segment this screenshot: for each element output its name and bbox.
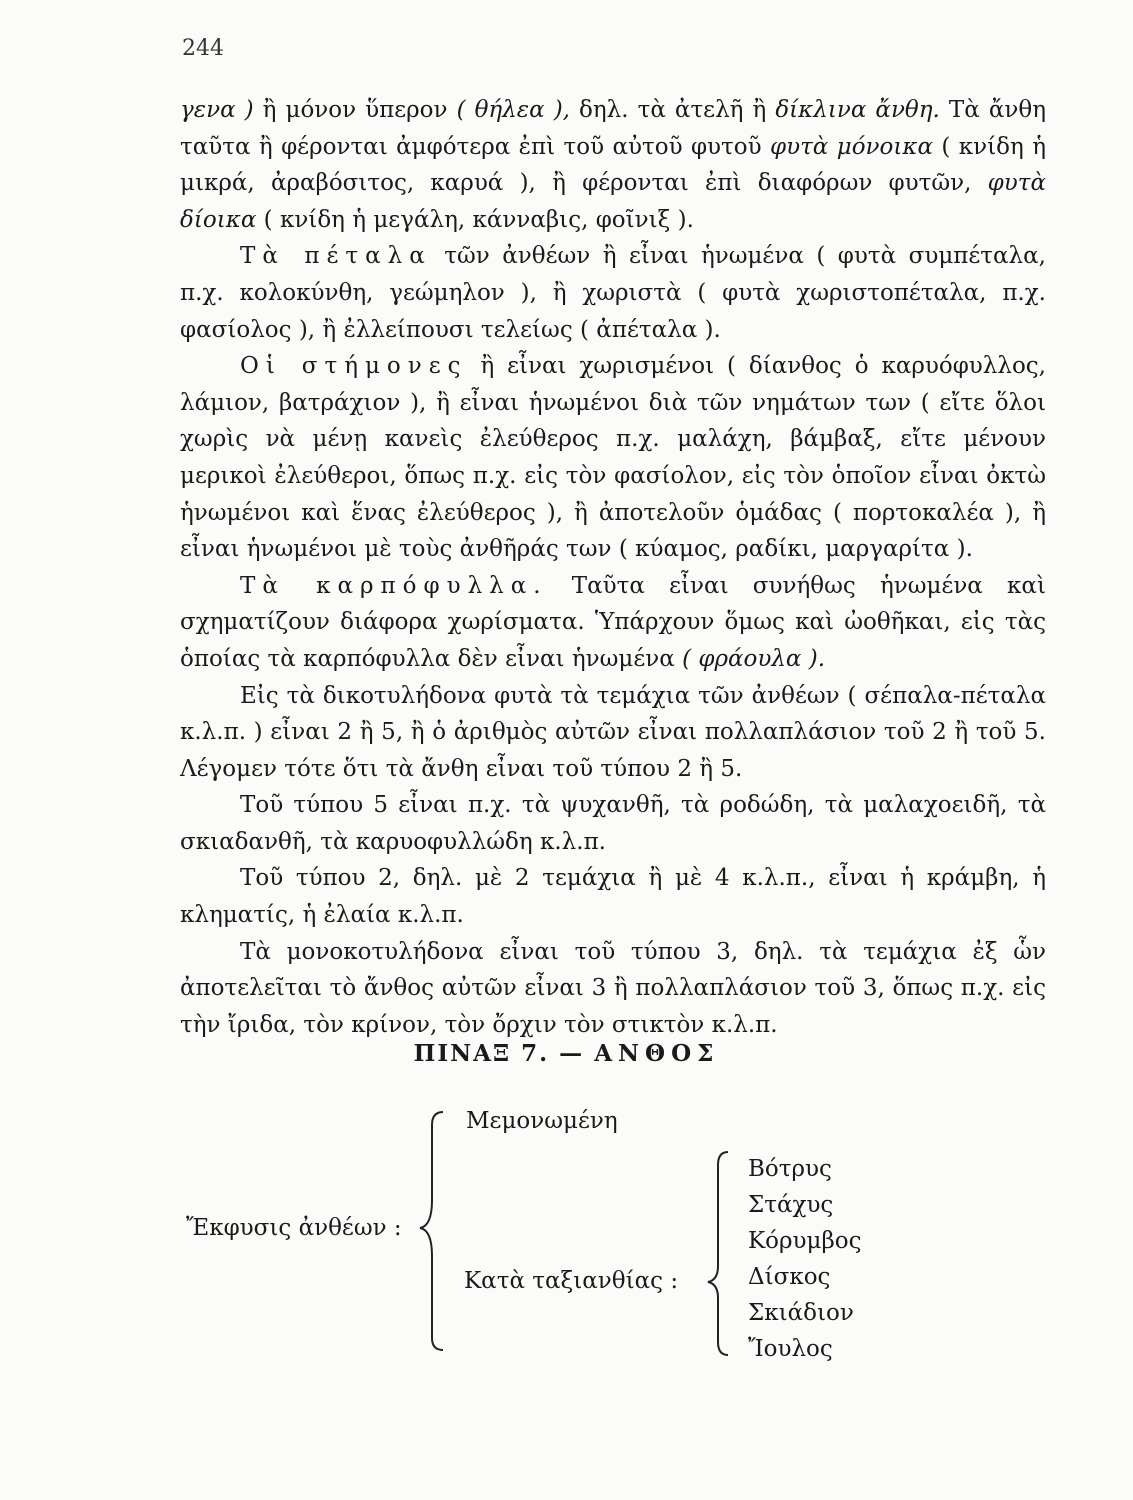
root-label: Ἔκφυσις ἀνθέων : [186, 1215, 402, 1241]
text-segment: ἢ μόνον ὕπερον [262, 97, 457, 123]
inflorescence-item: Σκιάδιον [748, 1300, 854, 1326]
table-title-prefix: ΠΙΝΑΞ 7. — [413, 1040, 585, 1067]
inflorescence-item: Δίσκος [748, 1264, 831, 1290]
text-segment: Τοῦ τύπου 2, δηλ. μὲ 2 τεμάχια ἢ μὲ 4 κ.λ.π., εἶναι ἡ κράμβη, ἡ κληματίς, ἡ ἐλαία κ.λ.π. [180, 865, 1046, 929]
text-segment: Τοῦ τύπου 5 εἶναι π.χ. τὰ ψυχανθῆ, τὰ ροδώδη, τὰ μαλαχοειδῆ, τὰ σκιαδανθῆ, τὰ καρυοφυλλώδη κ.λ.π. [180, 792, 1046, 855]
text-segment: τῶν ἀνθέων ἢ εἶναι ἡνωμένα ( φυτὰ συμπέταλα, π.χ. κολοκύνθη, γεώμηλον ), ἢ χωριστὰ ( φυτὰ χωριστοπέταλα, π.χ. φασίολος ), ἢ ἐλλείπουσι τελείως ( ἀπέταλα ). [180, 243, 1046, 343]
text-segment: ( κνίδη ἡ μικρά, ἀραβόσιτος, καρυά ), ἢ φέρονται ἐπὶ διαφόρων φυτῶν, [180, 133, 1046, 197]
paragraph [180, 568, 1046, 678]
paragraph [180, 92, 1046, 238]
italic-segment: ( φράουλα ). [682, 645, 826, 672]
text-segment: ( κνίδη ἡ μεγάλη, κάνναβις, φοῖνιξ ). [256, 206, 694, 233]
brace-main [420, 1112, 443, 1350]
text-segment: Εἰς τὰ δικοτυλήδονα φυτὰ τὰ τεμάχια τῶν ἀνθέων ( σέπαλα-πέταλα κ.λ.π. ) εἶναι 2 ἢ 5, ἢ ὁ ἀριθμὸς αὐτῶν εἶναι πολλαπλάσιον τοῦ 2 ἢ τοῦ 5. Λέγομεν τότε ὅτι τὰ ἄνθη εἶναι τοῦ τύπου 2 ἢ 5. [180, 682, 1046, 782]
paragraph [180, 860, 1046, 933]
italic-segment: δίκλινα ἄνθη. [775, 97, 940, 123]
inflorescence-item: Βότρυς [748, 1156, 832, 1182]
paragraph [180, 934, 1046, 1044]
spaced-term: Τὰ καρπόφυλλα. [240, 572, 548, 599]
brace-inflorescences [708, 1152, 728, 1355]
spaced-term: Τὰ πέταλα [240, 243, 432, 270]
branch-isolated: Μεμονωμένη [466, 1108, 618, 1134]
text-segment: Τὰ μονοκοτυλήδονα εἶναι τοῦ τύπου 3, δηλ. τὰ τεμάχια ἐξ ὧν ἀποτελεῖται τὸ ἄνθος αὐτῶν εἶναι 3 ἢ πολλαπλάσιον τοῦ 3, ὅπως π.χ. εἰς τὴν ἴριδα, τὸν κρίνον, τὸν ὄρχιν τὸν στικτὸν κ.λ.π. [180, 938, 1046, 1038]
inflorescence-item: Στάχυς [748, 1192, 834, 1218]
branch-inflorescence: Κατὰ ταξιανθίας : [464, 1268, 679, 1294]
text-segment: Ταῦτα εἶναι συνήθως ἡνωμένα καὶ σχηματίζουν διάφορα χωρίσματα. Ὑπάρχουν ὅμως καὶ ὠοθῆκαι, εἰς τὰς ὁποίας τὰ καρπόφυλλα δὲν εἶναι ἡνωμένα [180, 572, 1046, 672]
page-number: 244 [182, 36, 224, 61]
table-title-main: ΑΝΘΟΣ [594, 1040, 720, 1067]
paragraph [180, 348, 1046, 568]
inflorescence-item: Ἴουλος [748, 1336, 833, 1362]
paragraph [180, 787, 1046, 860]
italic-segment: ( θήλεα ), [456, 97, 570, 123]
italic-segment: γενα ) [180, 97, 263, 123]
spaced-term: Οἱ στήμονες [240, 353, 468, 380]
body-text [180, 92, 1046, 1043]
inflorescence-item: Κόρυμβος [748, 1228, 862, 1254]
table-title [0, 1040, 1133, 1067]
text-segment: ἢ εἶναι χωρισμένοι ( δίανθος ὁ καρυόφυλλος, λάμιον, βατράχιον ), ἢ εἶναι ἡνωμένοι διὰ τῶν νημάτων των ( εἴτε ὅλοι χωρὶς νὰ μένῃ κανεὶς ἐλεύθερος π.χ. μαλάχη, βάμβαξ, εἴτε μένουν μερικοὶ ἐλεύθεροι, ὅπως π.χ. εἰς τὸν φασίολον, εἰς τὸν ὁποῖον εἶναι ὀκτὼ ἡνωμένοι καὶ ἕνας ἐλεύθερος ), ἢ ἀποτελοῦν ὁμάδας ( πορτοκαλέα ), ἢ εἶναι ἡνωμένοι μὲ τοὺς ἀνθῆράς των ( κύαμος, ραδίκι, μαργαρίτα ). [180, 353, 1046, 563]
text-segment: δηλ. τὰ ἀτελῆ ἢ [570, 97, 776, 123]
text-segment: Τὰ ἄνθη ταῦτα ἢ φέρονται ἀμφότερα ἐπὶ τοῦ αὐτοῦ φυτοῦ [180, 97, 1046, 160]
italic-segment: φυτὰ δίοικα [180, 170, 1046, 233]
italic-segment: φυτὰ μόνοικα [770, 133, 934, 160]
paragraph [180, 678, 1046, 788]
paragraph [180, 238, 1046, 348]
